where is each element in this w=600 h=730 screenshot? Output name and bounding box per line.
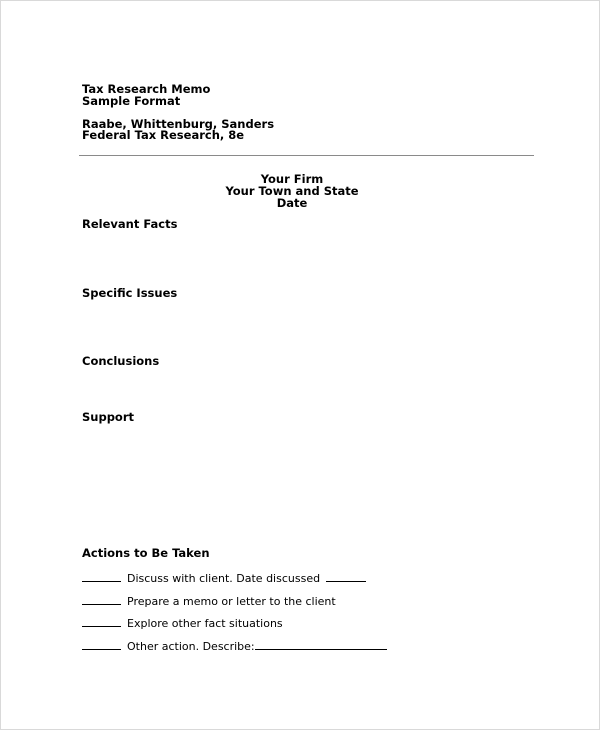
checkbox-blank xyxy=(82,570,121,582)
heading-actions: Actions to Be Taken xyxy=(82,546,210,560)
action-label: Other action. Describe: xyxy=(127,640,255,653)
action-label: Prepare a memo or letter to the client xyxy=(127,595,336,608)
memo-title: Tax Research Memo xyxy=(82,82,211,96)
action-item-explore xyxy=(82,615,283,631)
firm-town-state: Your Town and State xyxy=(225,184,359,198)
memo-authors: Raabe, Whittenburg, Sanders xyxy=(82,117,275,131)
heading-relevant-facts: Relevant Facts xyxy=(82,217,178,231)
action-label: Discuss with client. Date discussed xyxy=(127,572,321,585)
heading-conclusions: Conclusions xyxy=(82,354,160,368)
firm-name: Your Firm xyxy=(260,172,324,186)
checkbox-blank xyxy=(82,638,121,650)
memo-date: Date xyxy=(276,196,308,210)
memo-book-title: Federal Tax Research, 8e xyxy=(82,128,245,142)
heading-support: Support xyxy=(82,410,135,424)
memo-subtitle: Sample Format xyxy=(82,94,181,108)
action-item-discuss xyxy=(82,570,366,586)
heading-specific-issues: Specific Issues xyxy=(82,286,178,300)
checkbox-blank xyxy=(82,593,121,605)
action-item-memo xyxy=(82,593,336,609)
header-divider xyxy=(79,155,534,156)
describe-blank xyxy=(255,638,387,650)
action-item-other xyxy=(82,638,387,654)
checkbox-blank xyxy=(82,615,121,627)
date-blank xyxy=(326,570,366,582)
action-label: Explore other fact situations xyxy=(127,617,283,630)
